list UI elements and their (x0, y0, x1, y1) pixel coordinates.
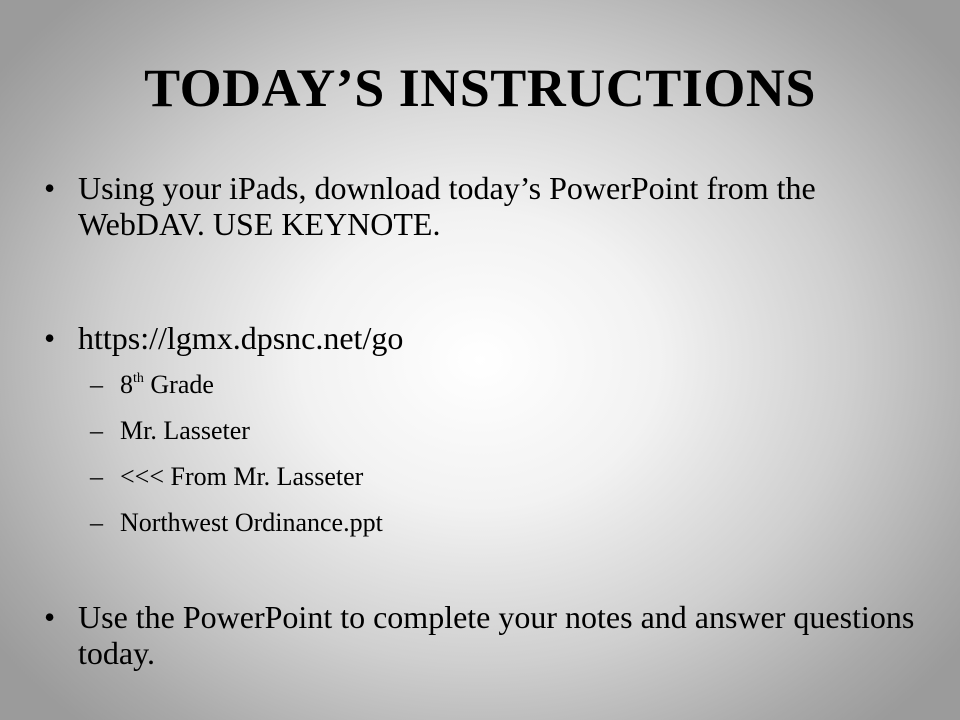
sub-item-folder (90, 462, 890, 492)
url-text: https://lgmx.dpsnc.net/go (78, 320, 404, 356)
sub-item-text: Northwest Ordinance.ppt (120, 508, 383, 537)
slide-title: TODAY’S INSTRUCTIONS (144, 58, 816, 118)
dash-marker: – (90, 508, 103, 537)
sub-item-text (120, 370, 890, 400)
dash-marker: – (90, 370, 103, 399)
dash-marker: – (90, 416, 103, 445)
bullet-use-powerpoint (44, 599, 924, 671)
sub-item-file (90, 508, 890, 538)
bullet-dot: • (44, 599, 56, 635)
grade-label: Grade (143, 370, 214, 399)
sub-item-grade (90, 370, 890, 400)
bullet-text: Use the PowerPoint to complete your notes and answer questions today. (78, 599, 915, 671)
bullet-ipads-download (44, 170, 924, 242)
grade-number: 8 (120, 370, 133, 399)
sub-item-text: Mr. Lasseter (120, 416, 250, 445)
bullet-url (44, 320, 924, 356)
bullet-dot: • (44, 320, 56, 356)
sub-item-text: <<< From Mr. Lasseter (120, 462, 364, 491)
dash-marker: – (90, 462, 103, 491)
bullet-text: Using your iPads, download today’s PowerPoint from the WebDAV. USE KEYNOTE. (78, 170, 816, 242)
bullet-dot: • (44, 170, 56, 206)
sub-item-teacher (90, 416, 890, 446)
grade-ordinal: th (133, 371, 144, 386)
